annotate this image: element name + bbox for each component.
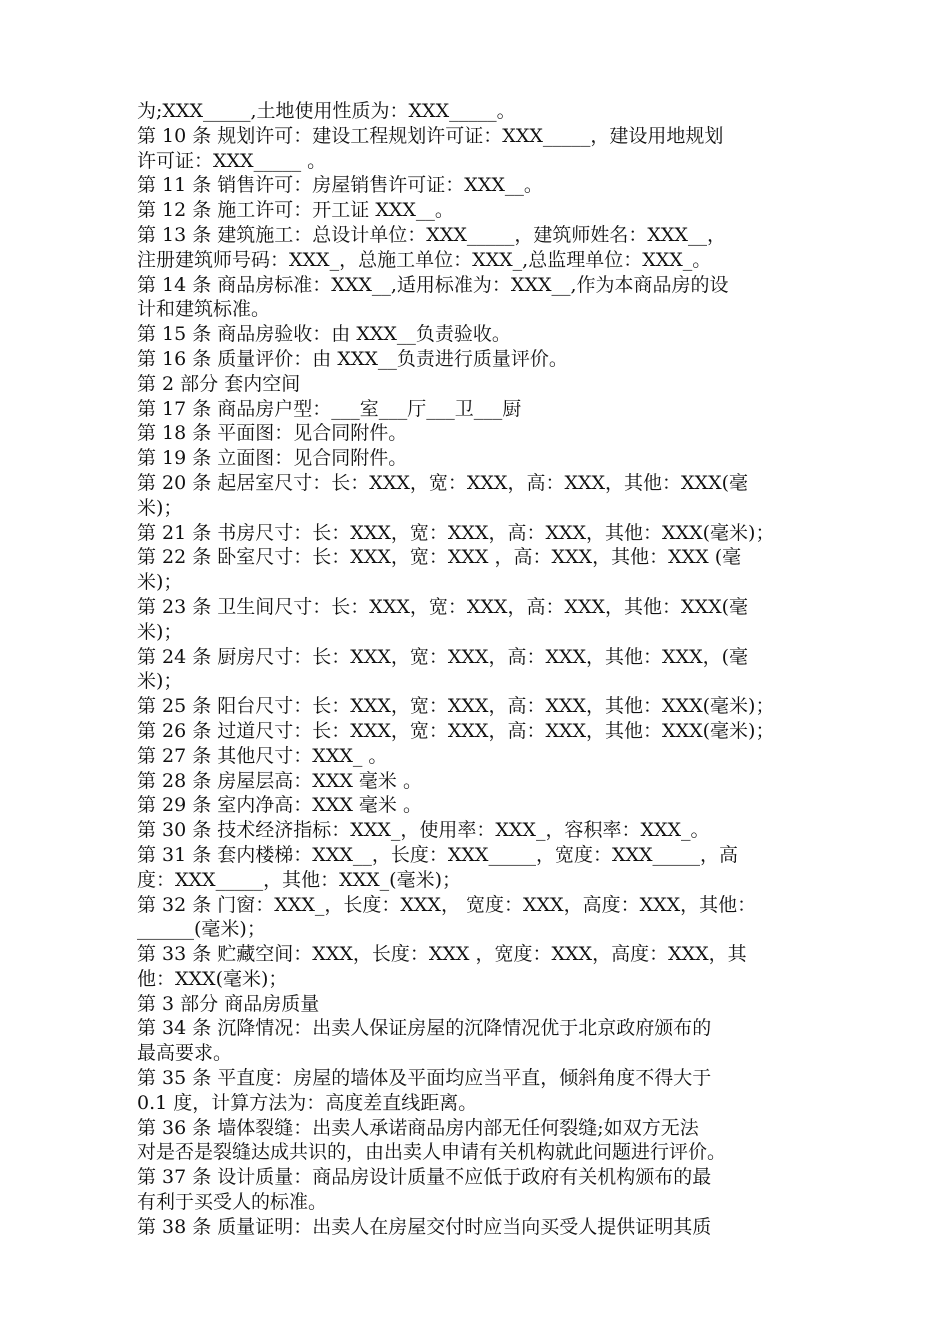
text-line: 第 28 条 房屋层高：XXX 毫米 。 [137, 769, 422, 792]
text-line: 第 31 条 套内楼梯：XXX__，长度：XXX_____，宽度：XXX_____，高 [137, 843, 739, 866]
text-line: 第 27 条 其他尺寸：XXX_ 。 [137, 744, 388, 767]
text-line: 第 34 条 沉降情况：出卖人保证房屋的沉降情况优于北京政府颁布的 [137, 1017, 712, 1040]
section-heading: 第 3 部分 商品房质量 [137, 992, 320, 1015]
text-line: 对是否是裂缝达成共识的，由出卖人申请有关机构就此问题进行评价。 [137, 1141, 727, 1164]
text-line: ______(毫米)； [137, 918, 266, 941]
text-line: 第 33 条 贮藏空间：XXX，长度：XXX ，宽度：XXX，高度：XXX，其 [137, 943, 747, 966]
text-line: 第 10 条 规划许可：建设工程规划许可证：XXX_____，建设用地规划 [137, 124, 724, 147]
text-line: 第 23 条 卫生间尺寸：长：XXX，宽：XXX，高：XXX，其他：XXX(毫 [137, 595, 749, 618]
text-line: 第 25 条 阳台尺寸：长：XXX，宽：XXX，高：XXX，其他：XXX(毫米)； [137, 695, 775, 718]
text-line: 注册建筑师号码：XXX_，总施工单位：XXX_,总监理单位：XXX_。 [137, 248, 712, 271]
text-line: 第 22 条 卧室尺寸：长：XXX，宽：XXX ，高：XXX，其他：XXX (毫 [137, 546, 742, 569]
text-line: 第 16 条 质量评价：由 XXX__负责进行质量评价。 [137, 347, 568, 370]
text-line: 第 29 条 室内净高：XXX 毫米 。 [137, 794, 422, 817]
document-body [137, 99, 817, 1240]
text-line: 他：XXX(毫米)； [137, 967, 288, 990]
text-line: 有利于买受人的标准。 [137, 1191, 328, 1214]
text-line: 最高要求。 [137, 1042, 233, 1065]
text-line: 0.1 度，计算方法为：高度差直线距离。 [137, 1091, 478, 1114]
text-line: 第 30 条 技术经济指标：XXX_，使用率：XXX_，容积率：XXX_。 [137, 819, 710, 842]
text-line: 第 26 条 过道尺寸：长：XXX，宽：XXX，高：XXX，其他：XXX(毫米)； [137, 719, 775, 742]
text-line: 第 32 条 门窗：XXX_，长度：XXX， 宽度：XXX，高度：XXX，其他： [137, 893, 757, 916]
text-line: 第 20 条 起居室尺寸：长：XXX，宽：XXX，高：XXX，其他：XXX(毫 [137, 471, 749, 494]
text-line: 计和建筑标准。 [137, 298, 271, 321]
text-line: 第 17 条 商品房户型：___室___厅___卫___厨 [137, 397, 522, 420]
text-line: 第 18 条 平面图：见合同附件。 [137, 422, 408, 445]
text-line: 第 12 条 施工许可：开工证 XXX__。 [137, 199, 454, 222]
text-line: 第 24 条 厨房尺寸：长：XXX，宽：XXX，高：XXX，其他：XXX，(毫 [137, 645, 749, 668]
text-line: 第 21 条 书房尺寸：长：XXX，宽：XXX，高：XXX，其他：XXX(毫米)； [137, 521, 775, 544]
text-line: 第 19 条 立面图：见合同附件。 [137, 447, 408, 470]
text-line: 许可证：XXX_____ 。 [137, 149, 327, 172]
text-line: 第 36 条 墙体裂缝：出卖人承诺商品房内部无任何裂缝;如双方无法 [137, 1116, 699, 1139]
section-heading: 第 2 部分 套内空间 [137, 372, 301, 395]
text-line: 第 37 条 设计质量：商品房设计质量不应低于政府有关机构颁布的最 [137, 1166, 712, 1189]
text-line: 第 35 条 平直度：房屋的墙体及平面均应当平直，倾斜角度不得大于 [137, 1067, 712, 1090]
text-line: 第 13 条 建筑施工：总设计单位：XXX_____，建筑师姓名：XXX__， [137, 223, 726, 246]
text-line: 米)； [137, 670, 183, 693]
text-line: 米)； [137, 571, 183, 594]
text-line: 第 14 条 商品房标准：XXX__,适用标准为：XXX__,作为本商品房的设 [137, 273, 729, 296]
text-line: 第 15 条 商品房验收：由 XXX__负责验收。 [137, 323, 511, 346]
text-line: 为;XXX_____,土地使用性质为：XXX_____。 [137, 100, 516, 122]
text-line: 度：XXX_____，其他：XXX_(毫米)； [137, 868, 461, 891]
text-line: 米)； [137, 496, 183, 519]
text-line: 第 11 条 销售许可：房屋销售许可证：XXX__。 [137, 174, 543, 197]
text-line: 第 38 条 质量证明：出卖人在房屋交付时应当向买受人提供证明其质 [137, 1215, 712, 1238]
text-line: 米)； [137, 620, 183, 643]
